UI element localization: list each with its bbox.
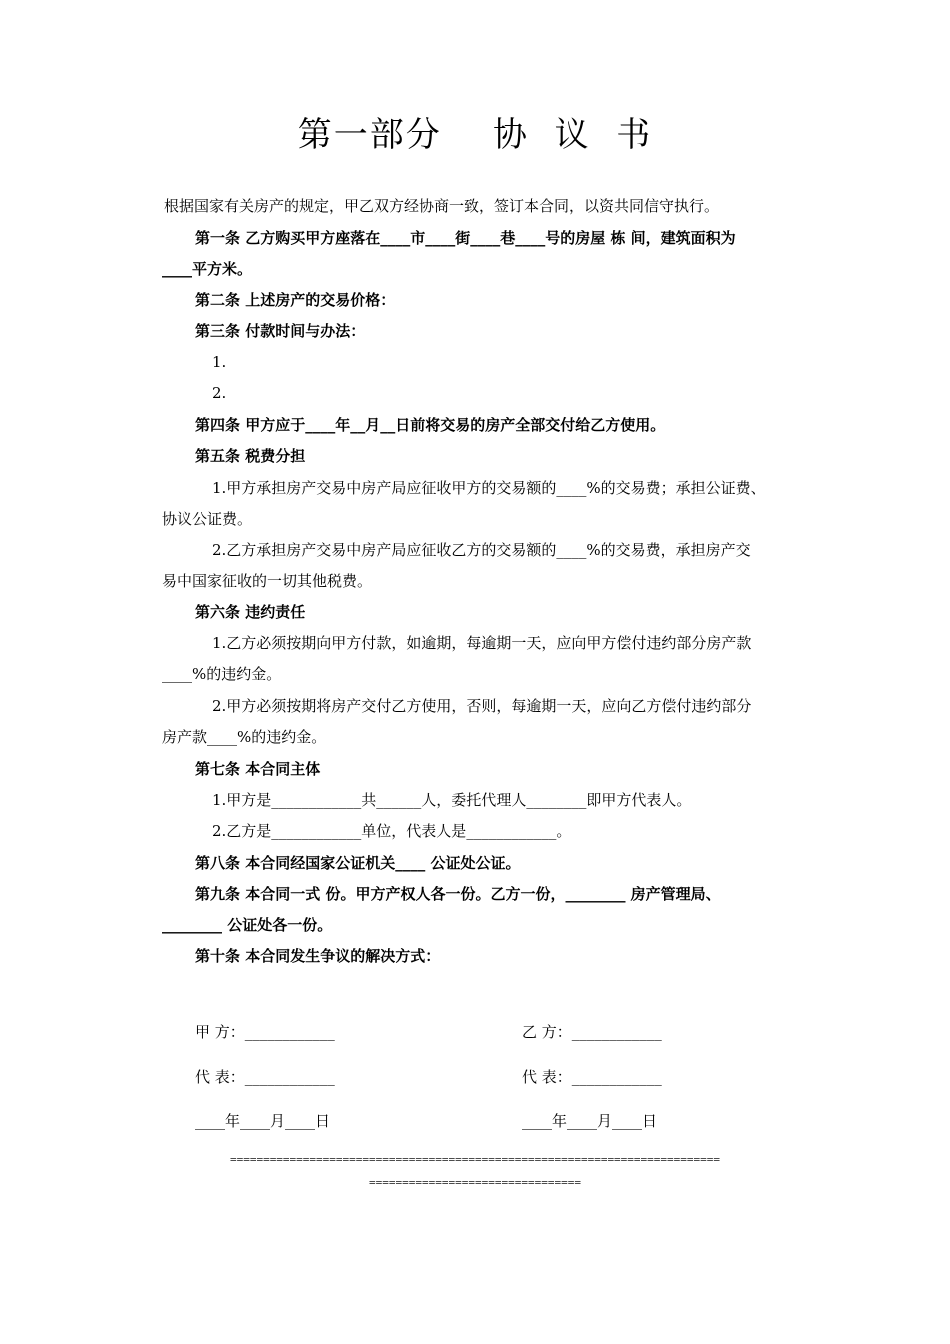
intro-paragraph: 根据国家有关房产的规定，甲乙双方经协商一致，签订本合同，以资共同信守执行。 — [164, 197, 720, 215]
party-b-representative-line: 代 表：____________ — [522, 1068, 662, 1086]
party-b-signature-line: 乙 方：____________ — [522, 1023, 662, 1041]
article-7-clause-2: 2.乙方是____________单位，代表人是____________。 — [212, 822, 572, 840]
article-5-clause-2-line-2: 易中国家征收的一切其他税费。 — [162, 572, 373, 590]
article-8: 第八条 本合同经国家公证机关____ 公证处公证。 — [195, 854, 521, 872]
article-2: 第二条 上述房产的交易价格： — [195, 291, 396, 309]
article-6-heading: 第六条 违约责任 — [195, 603, 306, 621]
article-7-clause-1: 1.甲方是____________共______人，委托代理人________即甲方代表人。 — [212, 791, 692, 809]
article-9-line-2: ________ 公证处各一份。 — [162, 916, 333, 934]
article-4: 第四条 甲方应于____年__月__日前将交易的房产全部交付给乙方使用。 — [195, 416, 666, 434]
article-6-clause-2-line-1: 2.甲方必须按期将房产交付乙方使用，否则，每逾期一天，应向乙方偿付违约部分 — [212, 697, 752, 715]
article-3-item-1: 1. — [212, 353, 227, 371]
party-a-date-line: ____年____月____日 — [195, 1112, 331, 1130]
article-10: 第十条 本合同发生争议的解决方式： — [195, 947, 441, 965]
article-6-clause-2-line-2: 房产款____%的违约金。 — [162, 728, 327, 746]
article-1-line-1: 第一条 乙方购买甲方座落在____市____街____巷____号的房屋 栋 间，建筑面积为 — [195, 229, 736, 247]
party-a-representative-line: 代 表：____________ — [195, 1068, 335, 1086]
party-b-date-line: ____年____月____日 — [522, 1112, 658, 1130]
article-1-line-2: ____平方米。 — [162, 260, 253, 278]
document-title: 第一部分 协 议 书 — [297, 115, 653, 155]
footer-divider-line-2: ================================ — [369, 1176, 581, 1189]
article-5-heading: 第五条 税费分担 — [195, 447, 306, 465]
article-9-line-1: 第九条 本合同一式 份。甲方产权人各一份。乙方一份，________ 房产管理局、 — [195, 885, 721, 903]
party-a-signature-line: 甲 方：____________ — [195, 1023, 335, 1041]
footer-divider-line-1: ========================================================================== — [229, 1153, 721, 1166]
article-7-heading: 第七条 本合同主体 — [195, 760, 321, 778]
article-3-item-2: 2. — [212, 384, 227, 402]
article-5-clause-2-line-1: 2.乙方承担房产交易中房产局应征收乙方的交易额的____%的交易费，承担房产交 — [212, 541, 751, 559]
article-3: 第三条 付款时间与办法： — [195, 322, 366, 340]
article-6-clause-1-line-2: ____%的违约金。 — [162, 665, 282, 683]
article-5-clause-1-line-1: 1.甲方承担房产交易中房产局应征收甲方的交易额的____%的交易费；承担公证费、 — [212, 479, 766, 497]
article-5-clause-1-line-2: 协议公证费。 — [162, 510, 253, 528]
article-6-clause-1-line-1: 1.乙方必须按期向甲方付款，如逾期，每逾期一天，应向甲方偿付违约部分房产款 — [212, 634, 752, 652]
